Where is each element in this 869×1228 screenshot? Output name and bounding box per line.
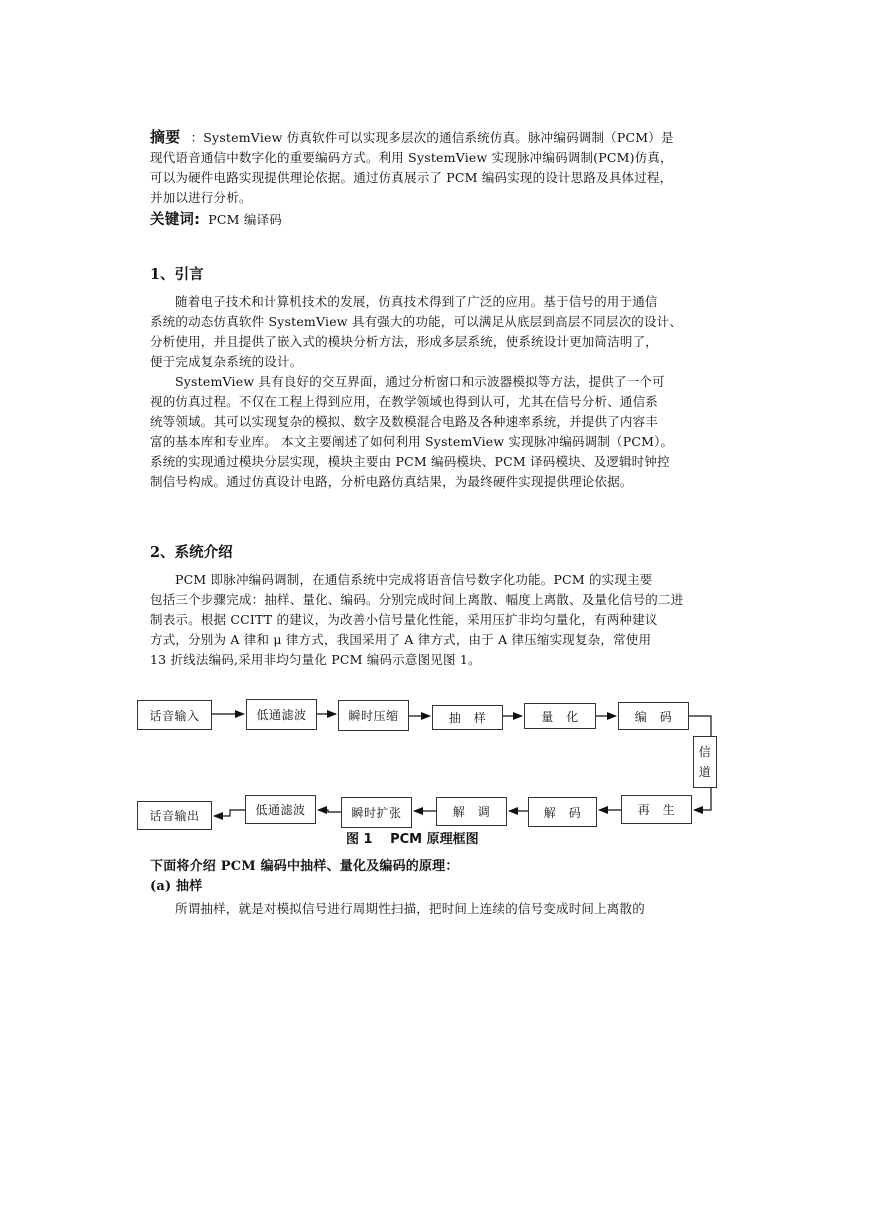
paragraph-line: 统等领域。其可以实现复杂的模拟、数字及数模混合电路及各种速率系统，并提供了内容丰 <box>150 414 659 429</box>
paragraph-line: 视的仿真过程。不仅在工程上得到应用，在教学领域也得到认可，尤其在信号分析、通信系 <box>150 394 659 409</box>
node-decoding: 解 码 <box>528 797 597 827</box>
abstract-line: 现代语音通信中数字化的重要编码方式。利用 SystemView 实现脉冲编码调制(PCM)仿真， <box>150 150 673 165</box>
paragraph-line: 制信号构成。通过仿真设计电路，分析电路仿真结果，为最终硬件实现提供理论依据。 <box>150 474 633 489</box>
keywords-label: 关键词: <box>150 212 201 228</box>
arrow <box>214 810 245 816</box>
paragraph-line: 包括三个步骤完成：抽样、量化、编码。分别完成时间上离散、幅度上离散、及量化信号的二进 <box>150 592 684 607</box>
abstract-line: ：SystemView 仿真软件可以实现多层次的通信系统仿真。脉冲编码调制（PCM）是 <box>190 130 674 145</box>
followup-intro: 下面将介绍 PCM 编码中抽样、量化及编码的原理： <box>150 859 459 874</box>
abstract-line: 并加以进行分析。 <box>150 190 252 205</box>
node-lowpass-filter-rx: 低通滤波 <box>245 795 316 824</box>
paragraph-line: SystemView 具有良好的交互界面，通过分析窗口和示波器模拟等方法，提供了一个可 <box>175 374 665 389</box>
section-1-title: 1、引言 <box>150 266 204 283</box>
abstract <box>150 127 720 208</box>
arrow <box>694 788 711 810</box>
subheading-sampling: (a) 抽样 <box>150 879 203 894</box>
paragraph-line: 分析使用，并且提供了嵌入式的模块分析方法，形成多层系统，使系统设计更加简洁明了， <box>150 334 659 349</box>
paragraph-line: 13 折线法编码,采用非均匀量化 PCM 编码示意图见图 1。 <box>150 652 481 667</box>
section-2-body <box>150 570 720 670</box>
node-lowpass-filter-tx: 低通滤波 <box>246 699 317 730</box>
node-expansion: 瞬时扩张 <box>341 797 412 828</box>
node-channel: 信 道 <box>693 736 717 788</box>
paragraph-line: 随着电子技术和计算机技术的发展，仿真技术得到了广泛的应用。基于信号的用于通信 <box>175 294 658 309</box>
node-compression: 瞬时压缩 <box>338 700 409 731</box>
figure-caption: 图 1 PCM 原理框图 <box>346 832 479 847</box>
paragraph-line: 系统的实现通过模块分层实现，模块主要由 PCM 编码模块、PCM 译码模块、及逻辑时钟控 <box>150 454 670 469</box>
node-regeneration: 再 生 <box>621 795 692 824</box>
abstract-label: 摘要 <box>150 128 181 146</box>
paragraph-line: 系统的动态仿真软件 SystemView 具有强大的功能，可以满足从底层到高层不同层次的设计、 <box>150 314 683 329</box>
section-2-title: 2、系统介绍 <box>150 544 233 561</box>
abstract-line: 可以为硬件电路实现提供理论依据。通过仿真展示了 PCM 编码实现的设计思路及具体过程， <box>150 170 673 185</box>
connector <box>689 716 711 736</box>
node-quantization: 量 化 <box>524 703 596 729</box>
keywords <box>150 210 720 230</box>
node-voice-input: 话音输入 <box>137 700 212 730</box>
paragraph-line: PCM 即脉冲编码调制，在通信系统中完成将语音信号数字化功能。PCM 的实现主要 <box>175 572 653 587</box>
paragraph-line: 富的基本库和专业库。 本文主要阐述了如何利用 SystemView 实现脉冲编码调制（PCM）。 <box>150 434 674 449</box>
paragraph-line: 制表示。根据 CCITT 的建议，为改善小信号量化性能，采用压扩非均匀量化，有两种建议 <box>150 612 658 627</box>
keywords-text: PCM 编译码 <box>208 212 282 227</box>
node-voice-output: 话音输出 <box>137 801 212 830</box>
arrow <box>318 810 341 812</box>
node-sampling: 抽 样 <box>432 705 503 730</box>
section-1-body <box>150 292 720 492</box>
paragraph-line: 所谓抽样，就是对模拟信号进行周期性扫描，把时间上连续的信号变成时间上离散的 <box>175 901 645 916</box>
node-encoding: 编 码 <box>618 702 689 730</box>
paragraph-line: 方式，分别为 A 律和 μ 律方式，我国采用了 A 律方式，由于 A 律压缩实现复杂，常使用 <box>150 632 652 647</box>
paragraph-line: 便于完成复杂系统的设计。 <box>150 354 303 369</box>
node-demodulation: 解 调 <box>436 797 507 826</box>
sampling-body <box>150 899 720 919</box>
